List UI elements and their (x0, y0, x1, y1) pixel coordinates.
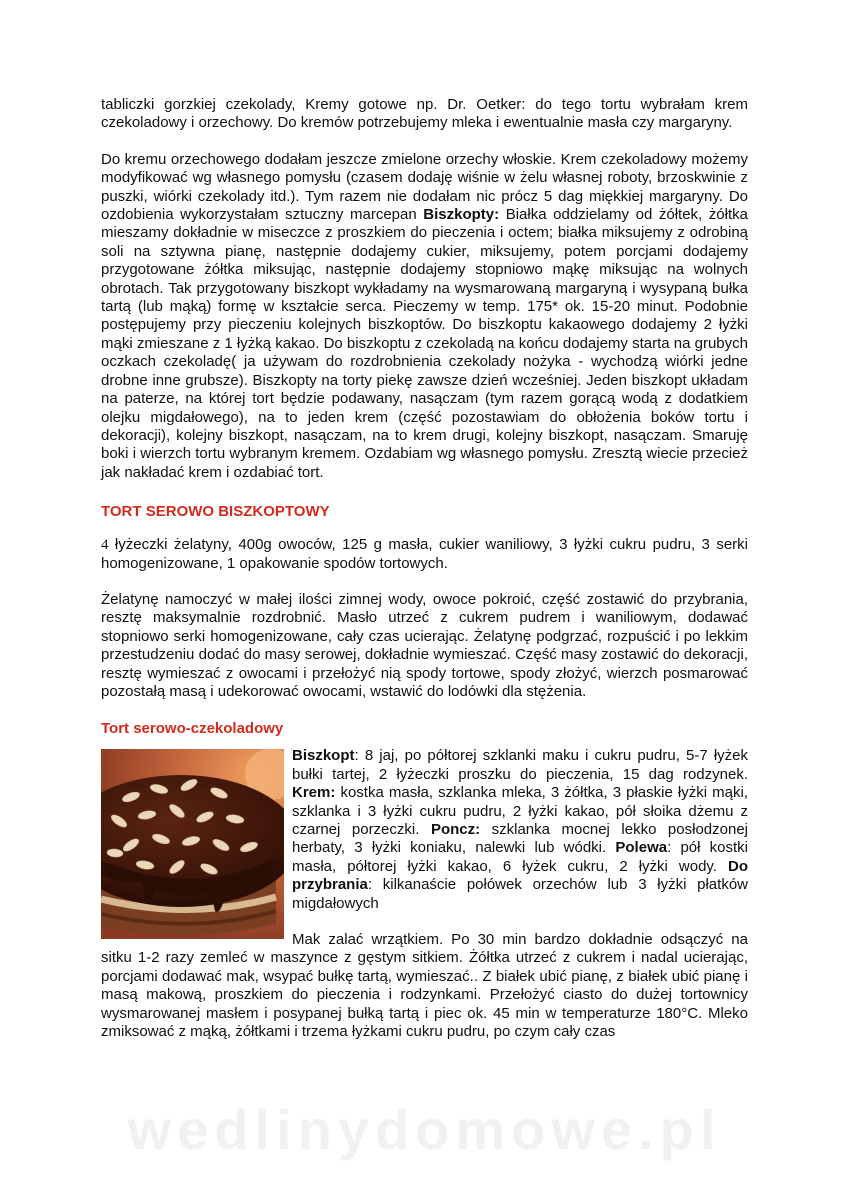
intro-paragraph-1: tabliczki gorzkiej czekolady, Kremy gotowe np. Dr. Oetker: do tego tortu wybrałam krem czekoladowy i orzechowy. Do kremów potrzebujemy mleka i ewentualnie masła czy margaryny. (101, 96, 748, 132)
przybrania-label: Do przybrania (292, 857, 748, 894)
biszkopt-label: Biszkopt (292, 747, 355, 765)
biszkopt-text: : 8 jaj, po półtorej szklanki maku i cukru pudru, 5-7 łyżek bułki tartej, 2 łyżeczki proszku do pieczenia, 15 dag rodzynek. (292, 747, 748, 783)
watermark-text: wedlinydomowe.pl (127, 1098, 722, 1161)
polewa-text: : pół kostki masła, półtorej łyżki kakao, 6 łyżek cukru, 2 łyżki wody. (292, 839, 748, 875)
recipe1-ingredients-rest: łyżeczki żelatyny, 400g owoców, 125 g masła, cukier waniliowy, 3 łyżki cukru pudru, 3 serki homogenizowane, 1 opakowanie spodów tortowych. (101, 536, 748, 572)
polewa-label: Polewa (615, 839, 668, 857)
intro-p2-end: Białka oddzielamy od żółtek, żółtka mieszamy dokładnie w miseczce z proszkiem do pieczenia i octem; białka miksujemy z odrobiną soli na sztywna pianę, następnie dodajemy cukier, miksujemy, potem porcjami dodajemy przygotowane żółtka miksując, następnie dodajemy stopniowo mąkę miksując na wolnych obrotach. Tak przygotowany biszkopt wykładamy na wysmarowaną margaryną i wysypaną bułka tartą (lub mąką) formę w kształcie serca. Pieczemy w temp. 175* ok. 15-20 minut. Podobnie postępujemy przy pieczeniu kolejnych biszkoptów. Do biszkoptu kakaowego dodajemy 2 łyżki mąki zmieszane z 1 łyżką kakao. Do biszkoptu z czekoladą na końcu dodajemy starta na grubych oczkach czekoladę( ja używam do rozdrobnienia czekolady nożyka - wychodzą wiórki jedne drobne inne grubsze). Biszkopty na torty piekę zawsze dzień wcześniej. Jeden biszkopt układam na paterze, na której tort będzie podawany, nasączam (tym razem gorącą wodą z dodatkiem olejku migdałowego), na to jeden krem (część pozostawiam do obłożenia boków tortu i dekoracji), kolejny biszkopt, nasączam, na to krem drugi, kolejny biszkopt, nasączam. Smaruję boki i wierzch tortu wybranym kremem. Ozdabiam wg własnego pomysłu. Zresztą wiecie przecież jak nakładać krem i ozdabiać tort. (101, 206, 748, 481)
recipe2-body (101, 747, 748, 1041)
recipe1-ingredients (101, 536, 748, 573)
intro-p2-start: Do kremu orzechowego dodałam jeszcze zmielone orzechy włoskie. Krem czekoladowy możemy modyfikować wg własnego pomysłu (czasem dodaję wiśnie w żelu własnej roboty, brzoskwinie z puszki, wiórki czekolady itd.). Tym razem nie dodałam nic prócz 5 dag miękkiej margaryny. Do ozdobienia wykorzystałam sztuczny marcepan (101, 150, 748, 224)
intro-paragraph-2 (101, 151, 748, 482)
recipe2-method: Mak zalać wrzątkiem. Po 30 min bardzo dokładnie odsączyć na sitku 1-2 razy zemleć w maszynce z gęstym sitkiem. Żółtka utrzeć z cukrem i nadal ucierając, porcjami dodawać mak, wsypać bułkę tartą, wymieszać.. Z białek ubić pianę, z białek ubić pianę i masą makową, proszkiem do pieczenia i rodzynkami. Przełożyć ciasto do dużej tortownicy wysmarowanej masłem i posypanej bułką tartą i piec ok. 45 min w temperaturze 180°C. Mleko zmiksować z mąką, żółtkami i trzema łyżkami cukru pudru, po czym cały czas (101, 931, 748, 1041)
recipe1-title: TORT SEROWO BISZKOPTOWY (101, 503, 330, 521)
poncz-label: Poncz: (430, 821, 481, 838)
cake-illustration (101, 749, 284, 939)
biszkopty-label: Biszkopty: (423, 206, 500, 224)
recipe2-title: Tort serowo-czekoladowy (101, 720, 284, 738)
krem-label: Krem: (292, 784, 336, 802)
przybrania-text: : kilkanaście połówek orzechów lub 3 łyżki płatków migdałowych (292, 876, 748, 912)
poncz-text: szklanka mocnej lekko posłodzonej herbaty, 3 łyżki koniaku, nalewki lub wódki. (292, 821, 748, 857)
cake-photo-icon (101, 749, 284, 939)
krem-text: kostka masła, szklanka mleka, 3 żółtka, 3 płaskie łyżki mąki, szklanka i 3 łyżki cukru pudru, 2 łyżki kakao, pół słoika dżemu z czarnej porzeczki. (292, 784, 748, 838)
recipe1-ingredients-num: 4 (101, 537, 109, 554)
document-page (101, 96, 748, 1041)
recipe1-method: Żelatynę namoczyć w małej ilości zimnej wody, owoce pokroić, część zostawić do przybrania, resztę maksymalnie rozdrobnić. Masło utrzeć z cukrem pudrem i waniliowym, dodawać stopniowo serki homogenizowane, cały czas ucierając. Żelatynę podgrzać, rozpuścić i po lekkim przestudzeniu dodać do masy serowej, dokładnie wymieszać. Część masy zostawić do dekoracji, resztę wymieszać z owocami i przełożyć nią spody tortowe, spody złożyć, wierzch posmarować pozostałą masą i udekorować owocami, wstawić do lodówki dla stężenia. (101, 590, 748, 700)
